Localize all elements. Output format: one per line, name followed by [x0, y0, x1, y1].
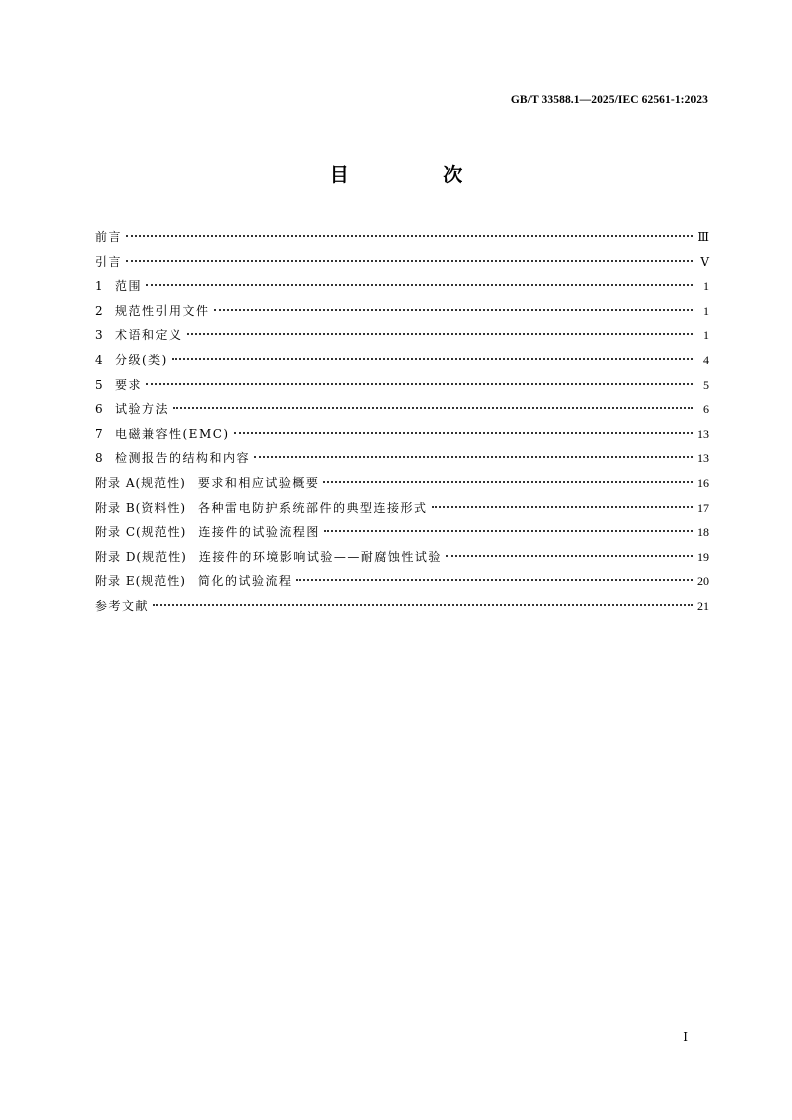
- toc-annex-tag: 附录 E(规范性): [95, 574, 186, 589]
- toc-entry-page: Ⅲ: [697, 230, 709, 244]
- toc-entry-number: 3: [95, 328, 103, 343]
- toc-dot-leader: [146, 284, 693, 286]
- toc-entry-terms-definitions[interactable]: [95, 325, 709, 350]
- toc-entry-title: 试验方法: [115, 402, 170, 417]
- toc-annex-tag: 附录 A(规范性): [95, 475, 186, 490]
- toc-dot-leader: [187, 333, 693, 335]
- toc-entry-title: 分级(类): [115, 352, 168, 367]
- toc-entry-label: [95, 301, 210, 321]
- toc-entry-annex-c[interactable]: [95, 522, 709, 547]
- toc-entry-page: 16: [697, 475, 709, 490]
- toc-entry-title: 参考文献: [95, 598, 150, 613]
- toc-entry-requirements[interactable]: [95, 375, 709, 400]
- toc-entry-title: 术语和定义: [115, 328, 183, 343]
- toc-entry-title: 规范性引用文件: [115, 303, 210, 318]
- toc-entry-annex-a[interactable]: [95, 473, 709, 498]
- toc-entry-page: 5: [703, 377, 709, 392]
- toc-entry-page: 18: [697, 525, 709, 540]
- toc-title: 目 次: [329, 164, 507, 186]
- toc-entry-scope[interactable]: [95, 276, 709, 301]
- toc-dot-leader: [254, 456, 693, 458]
- toc-entry-page: Ⅴ: [700, 254, 709, 269]
- toc-entry-label: [95, 227, 122, 247]
- toc-entry-title: 各种雷电防护系统部件的典型连接形式: [198, 500, 428, 515]
- toc-entry-annex-b[interactable]: [95, 498, 709, 523]
- toc-entry-label: [95, 473, 319, 493]
- toc-annex-tag: 附录 C(规范性): [95, 525, 187, 540]
- toc-entry-page: 19: [697, 549, 709, 564]
- toc-entry-label: [95, 424, 230, 444]
- toc-dot-leader: [126, 235, 693, 237]
- toc-entry-annex-d[interactable]: [95, 547, 709, 572]
- toc-entry-label: [95, 325, 183, 345]
- toc-entry-number: 1: [95, 279, 103, 294]
- toc-dot-leader: [172, 358, 693, 360]
- toc-entry-label: [95, 276, 142, 296]
- page-number: Ⅰ: [683, 1030, 688, 1044]
- toc-entry-bibliography[interactable]: [95, 596, 709, 621]
- toc-dot-leader: [153, 604, 693, 606]
- toc-entry-page: 4: [703, 352, 709, 367]
- toc-entry-label: [95, 399, 169, 419]
- toc-entry-number: 8: [95, 451, 103, 466]
- toc-dot-leader: [214, 309, 693, 311]
- toc-entry-page: 1: [703, 303, 709, 318]
- toc-entry-title: 连接件的试验流程图: [198, 525, 320, 540]
- toc-entry-label: [95, 498, 428, 518]
- toc-entry-page: 20: [697, 574, 709, 589]
- toc-entry-title: 检测报告的结构和内容: [115, 451, 251, 466]
- toc-entry-title: 前言: [95, 230, 123, 244]
- toc-entry-label: [95, 596, 149, 616]
- toc-entry-page: 13: [697, 426, 709, 441]
- toc-entry-page: 21: [697, 598, 709, 613]
- toc-entry-number: 2: [95, 303, 103, 318]
- toc-entry-title: 简化的试验流程: [197, 574, 293, 589]
- toc-dot-leader: [446, 555, 693, 557]
- toc-entry-annex-e[interactable]: [95, 571, 709, 596]
- toc-entry-title: 要求: [115, 377, 143, 392]
- toc-entry-page: 17: [697, 500, 709, 515]
- toc-entry-title: 引言: [95, 254, 123, 269]
- table-of-contents: [95, 227, 709, 621]
- toc-dot-leader: [324, 530, 693, 532]
- toc-entry-label: [95, 547, 442, 567]
- toc-entry-label: [95, 522, 320, 542]
- toc-entry-label: [95, 448, 250, 468]
- toc-entry-test-methods[interactable]: [95, 399, 709, 424]
- toc-entry-number: 4: [95, 352, 103, 367]
- toc-entry-label: [95, 571, 292, 591]
- toc-entry-number: 7: [95, 426, 103, 441]
- toc-entry-title: 要求和相应试验概要: [197, 475, 320, 490]
- toc-dot-leader: [296, 579, 693, 581]
- toc-entry-number: 6: [95, 402, 103, 417]
- toc-dot-leader: [432, 506, 693, 508]
- toc-entry-label: [95, 252, 122, 272]
- toc-entry-title: 连接件的环境影响试验——耐腐蚀性试验: [198, 549, 442, 564]
- toc-entry-page: 1: [703, 328, 709, 343]
- toc-entry-title: 电磁兼容性(EMC): [115, 426, 230, 441]
- toc-entry-introduction[interactable]: [95, 252, 709, 277]
- toc-entry-label: [95, 375, 142, 395]
- toc-dot-leader: [323, 481, 693, 483]
- toc-entry-normative-references[interactable]: [95, 301, 709, 326]
- toc-entry-foreword[interactable]: [95, 227, 709, 252]
- toc-dot-leader: [234, 432, 693, 434]
- document-code: GB/T 33588.1—2025/IEC 62561-1:2023: [510, 94, 708, 106]
- toc-annex-tag: 附录 D(规范性): [95, 549, 187, 564]
- toc-entry-page: 13: [697, 451, 709, 466]
- toc-entry-test-report[interactable]: [95, 448, 709, 473]
- toc-dot-leader: [126, 260, 693, 262]
- toc-entry-title: 范围: [115, 279, 143, 294]
- toc-entry-label: [95, 350, 168, 370]
- toc-entry-classification[interactable]: [95, 350, 709, 375]
- toc-annex-tag: 附录 B(资料性): [95, 500, 186, 515]
- toc-entry-number: 5: [95, 377, 103, 392]
- toc-dot-leader: [146, 383, 693, 385]
- toc-dot-leader: [173, 407, 693, 409]
- toc-entry-page: 6: [703, 402, 709, 417]
- toc-entry-emc[interactable]: [95, 424, 709, 449]
- toc-entry-page: 1: [703, 279, 709, 294]
